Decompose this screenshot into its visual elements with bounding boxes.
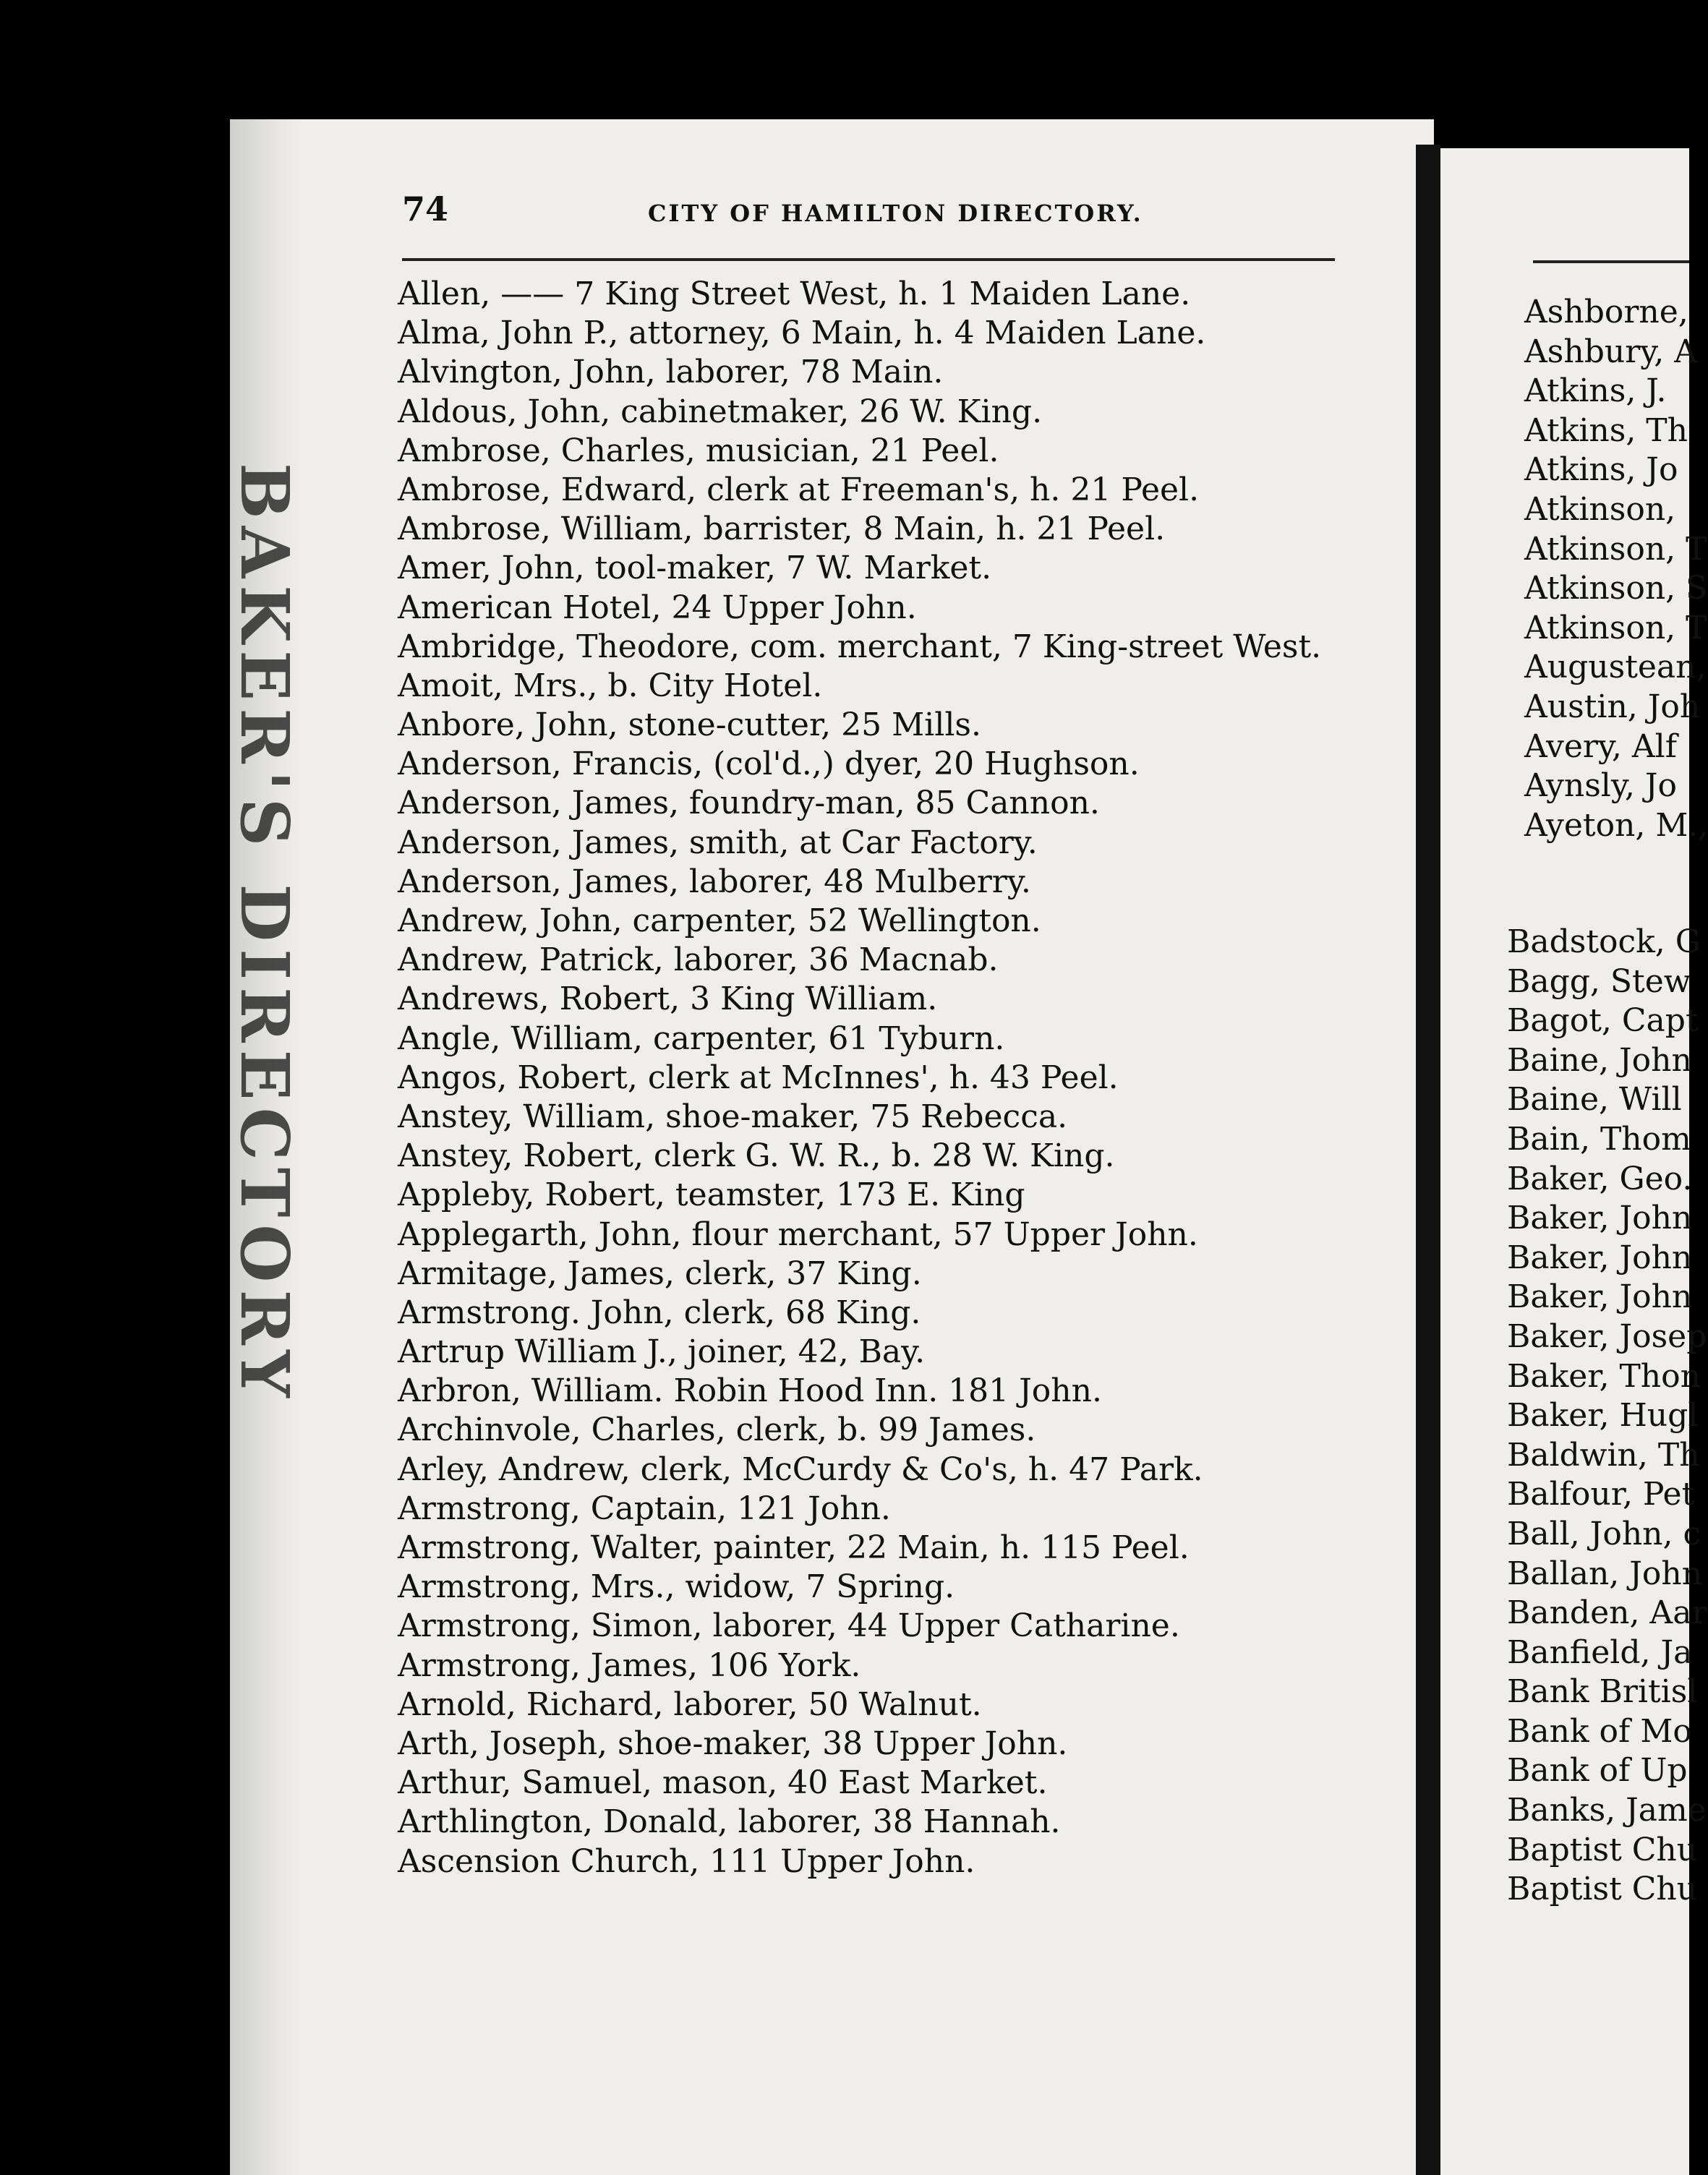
directory-entry-partial: Ashborne, [1524, 294, 1688, 330]
directory-entry: Amer, John, tool-maker, 7 W. Market. [398, 550, 992, 587]
directory-entry: Armstrong. John, clerk, 68 King. [398, 1294, 921, 1331]
directory-entry-partial: Ball, John, c [1507, 1515, 1701, 1552]
directory-entry: Anstey, Robert, clerk G. W. R., b. 28 W. King. [398, 1137, 1115, 1175]
directory-entry: Armstrong, Captain, 121 John. [398, 1490, 891, 1527]
directory-entry: Anbore, John, stone-cutter, 25 Mills. [398, 706, 981, 744]
directory-entry-partial: Baldwin, Th [1507, 1436, 1700, 1474]
page-header [402, 189, 1335, 243]
directory-entry: Ambrose, Charles, musician, 21 Peel. [398, 432, 999, 469]
directory-entry: Arnold, Richard, laborer, 50 Walnut. [398, 1685, 982, 1723]
directory-entry: Anderson, James, smith, at Car Factory. [398, 824, 1038, 861]
directory-entry: Alma, John P., attorney, 6 Main, h. 4 Maiden Lane. [398, 315, 1206, 352]
directory-entry: Aldous, John, cabinetmaker, 26 W. King. [398, 393, 1043, 430]
directory-entry: Andrew, John, carpenter, 52 Wellington. [398, 902, 1041, 939]
directory-entry-partial: Baptist Chu [1507, 1871, 1698, 1908]
directory-entry-partial: Atkinson, T [1524, 530, 1707, 568]
page-number: 74 [402, 189, 449, 228]
directory-entry-partial: Ashbury, A [1524, 333, 1697, 370]
directory-entry-partial: Bagot, Capt [1507, 1002, 1699, 1040]
directory-entry: Armstrong, Simon, laborer, 44 Upper Catharine. [398, 1607, 1180, 1645]
running-title: CITY OF HAMILTON DIRECTORY. [648, 200, 1143, 227]
directory-entry-partial: Baker, Geo. [1507, 1160, 1693, 1197]
directory-entry: Arley, Andrew, clerk, McCurdy & Co's, h. 47 Park. [398, 1450, 1203, 1488]
directory-entry: Anderson, James, laborer, 48 Mulberry. [398, 863, 1031, 900]
directory-entry-partial: Baker, Hugl [1507, 1397, 1699, 1435]
directory-entry: Arthlington, Donald, laborer, 38 Hannah. [398, 1803, 1061, 1841]
directory-entry: Armstrong, James, 106 York. [398, 1646, 861, 1684]
directory-entry-partial: Avery, Alf [1524, 727, 1678, 765]
directory-entry-partial: Atkins, Th [1524, 411, 1688, 449]
directory-entry: Anderson, James, foundry-man, 85 Cannon. [398, 785, 1100, 822]
directory-entry-partial: Atkinson, [1524, 490, 1676, 528]
directory-entry: Archinvole, Charles, clerk, b. 99 James. [398, 1411, 1036, 1449]
directory-entry-partial: Bagg, Stew [1507, 962, 1691, 1000]
directory-entry: Appleby, Robert, teamster, 173 E. King [398, 1176, 1025, 1214]
directory-entry-partial: Banks, Jame [1507, 1792, 1707, 1829]
page-gutter [1416, 145, 1440, 2175]
directory-entry-partial: Baker, Josep [1507, 1317, 1707, 1355]
directory-entry-partial: Baptist Chu [1507, 1831, 1698, 1868]
spine-text: BAKER'S DIRECTORY [226, 463, 304, 1405]
directory-entry: Angle, William, carpenter, 61 Tyburn. [398, 1020, 1005, 1057]
directory-entry: Ambridge, Theodore, com. merchant, 7 King-street West. [398, 628, 1322, 665]
directory-entry-partial: Aynsly, Jo [1524, 767, 1677, 805]
directory-entry: Alvington, John, laborer, 78 Main. [398, 354, 944, 391]
directory-entry-partial: Bank of Up [1507, 1752, 1688, 1790]
directory-entry-partial: Bank of Mo [1507, 1712, 1692, 1750]
directory-entry-partial: Austin, Joh [1524, 688, 1701, 725]
directory-entry-partial: Baker, John [1507, 1200, 1693, 1237]
directory-entry-partial: Badstock, G [1507, 923, 1701, 960]
directory-entry-partial: Baker, John [1507, 1239, 1693, 1276]
directory-entry: Angos, Robert, clerk at McInnes', h. 43 Peel. [398, 1059, 1119, 1096]
directory-entry: Ambrose, William, barrister, 8 Main, h. 21 Peel. [398, 510, 1166, 548]
directory-entry-partial: Baine, John [1507, 1041, 1692, 1079]
directory-entry: Armstrong, Walter, painter, 22 Main, h. 115 Peel. [398, 1529, 1190, 1566]
directory-entry-partial: Bain, Thom [1507, 1120, 1691, 1158]
directory-entry: Ascension Church, 111 Upper John. [398, 1842, 975, 1880]
header-rule-right [1533, 260, 1689, 263]
directory-entry: Anstey, William, shoe-maker, 75 Rebecca. [398, 1098, 1068, 1135]
directory-entry-partial: Atkins, Jo [1524, 451, 1678, 489]
directory-entry-partial: Balfour, Pet [1507, 1476, 1695, 1513]
directory-entry: Arbron, William. Robin Hood Inn. 181 John. [398, 1372, 1102, 1410]
directory-entry-partial: Banfield, Ja [1507, 1633, 1693, 1671]
directory-entry: Anderson, Francis, (col'd.,) dyer, 20 Hughson. [398, 745, 1140, 783]
directory-entry: Arth, Joseph, shoe-maker, 38 Upper John. [398, 1725, 1068, 1762]
directory-entry-partial: Baker, Thon [1507, 1357, 1701, 1395]
directory-entry-partial: Atkinson, T [1524, 609, 1707, 646]
directory-entry: Allen, —— 7 King Street West, h. 1 Maiden Lane. [398, 275, 1191, 312]
directory-entry-partial: Baine, Will [1507, 1081, 1682, 1119]
directory-entry: Amoit, Mrs., b. City Hotel. [398, 667, 823, 704]
directory-entry-partial: Atkins, J. [1524, 372, 1667, 410]
directory-entry-partial: Banden, Aar [1507, 1594, 1707, 1632]
directory-entry-partial: Ballan, John [1507, 1555, 1703, 1592]
directory-entry-partial: Bank Britisl [1507, 1673, 1698, 1711]
directory-entry-partial: Augustean, [1524, 649, 1707, 686]
header-rule [402, 258, 1335, 261]
directory-entries-left [398, 275, 1410, 1881]
directory-entry-partial: Atkinson, S [1524, 570, 1708, 607]
directory-entry: Ambrose, Edward, clerk at Freeman's, h. 21 Peel. [398, 471, 1200, 508]
directory-entry: Arthur, Samuel, mason, 40 East Market. [398, 1764, 1048, 1802]
directory-entry-partial: Baker, John [1507, 1278, 1693, 1316]
directory-entry: Andrews, Robert, 3 King William. [398, 980, 938, 1018]
directory-entry: American Hotel, 24 Upper John. [398, 589, 917, 626]
directory-entry: Andrew, Patrick, laborer, 36 Macnab. [398, 941, 999, 979]
directory-entry: Applegarth, John, flour merchant, 57 Upper John. [398, 1215, 1198, 1253]
directory-entry: Artrup William J., joiner, 42, Bay. [398, 1333, 926, 1371]
directory-entry-partial: Ayeton, M., [1524, 806, 1708, 844]
directory-entries-right-lower [1507, 923, 1707, 1910]
directory-entries-right-upper [1524, 293, 1708, 845]
directory-entry: Armitage, James, clerk, 37 King. [398, 1255, 922, 1292]
directory-entry: Armstrong, Mrs., widow, 7 Spring. [398, 1568, 955, 1606]
